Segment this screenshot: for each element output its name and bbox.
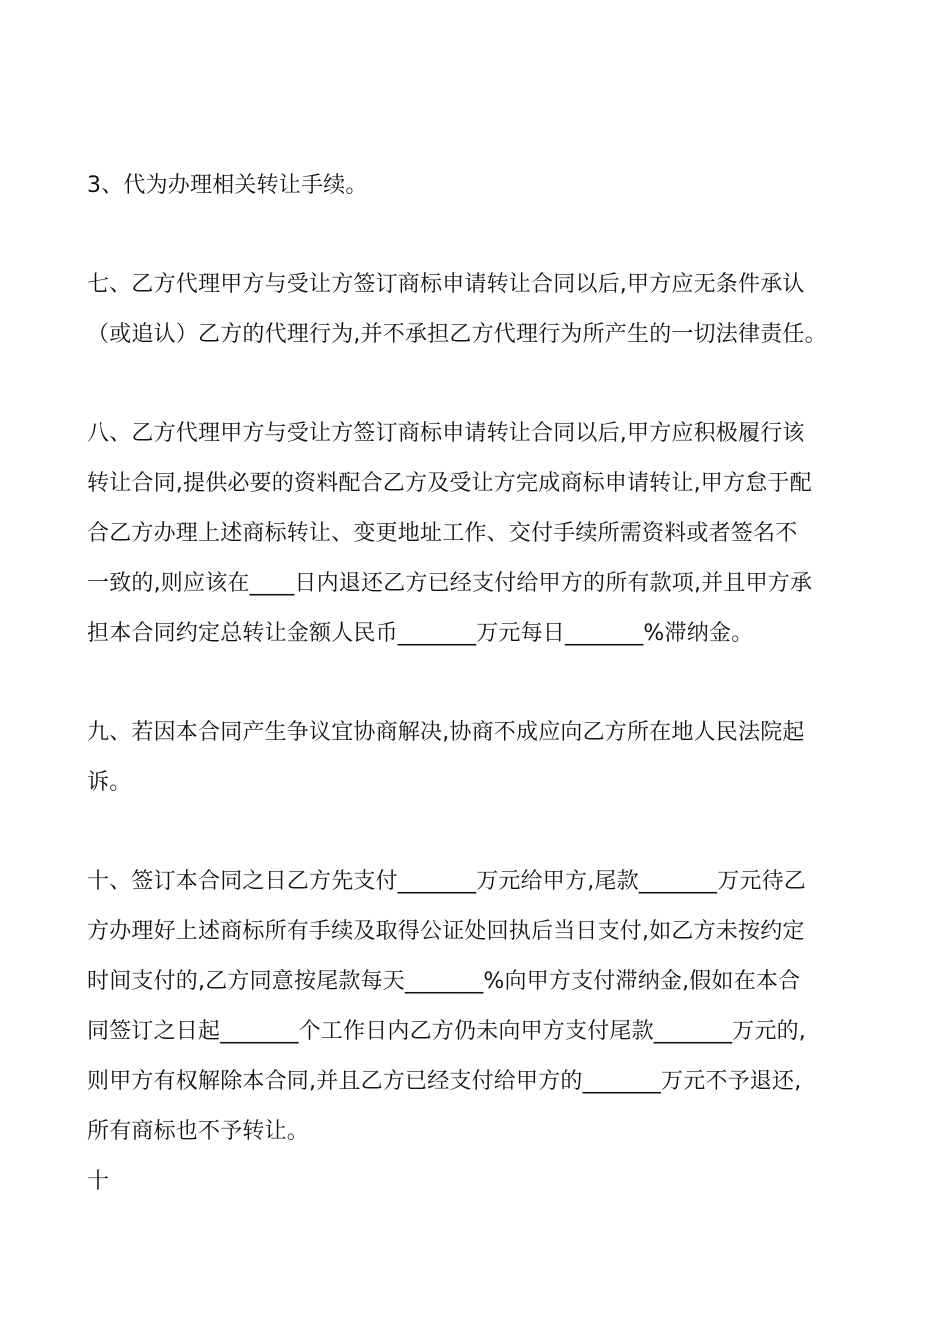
text-line: 诉。 [87, 770, 132, 795]
text-line: 八、乙方代理甲方与受让方签订商标申请转让合同以后,甲方应积极履行该 [87, 421, 805, 446]
text-line: 一致的,则应该在____日内退还乙方已经支付给甲方的所有款项,并且甲方承 [87, 571, 813, 596]
text-line: 则甲方有权解除本合同,并且乙方已经支付给甲方的_______万元不予退还, [87, 1069, 802, 1094]
text-line: 十 [87, 1169, 110, 1194]
text-line: 七、乙方代理甲方与受让方签订商标申请转让合同以后,甲方应无条件承认 [87, 272, 805, 297]
text-line: 所有商标也不予转让。 [87, 1119, 310, 1144]
text-line: 转让合同,提供必要的资料配合乙方及受让方完成商标申请转让,甲方怠于配 [87, 471, 812, 496]
text-line: 方办理好上述商标所有手续及取得公证处回执后当日支付,如乙方未按约定 [87, 919, 805, 944]
text-line: 担本合同约定总转让金额人民币_______万元每日_______%滞纳金。 [87, 621, 754, 646]
text-line: 九、若因本合同产生争议宜协商解决,协商不成应向乙方所在地人民法院起 [87, 720, 805, 745]
text-line: 3、代为办理相关转让手续。 [87, 173, 368, 198]
text-line: 十、签订本合同之日乙方先支付_______万元给甲方,尾款_______万元待乙 [87, 869, 806, 894]
text-line: 同签订之日起_______个工作日内乙方仍未向甲方支付尾款_______万元的, [87, 1019, 806, 1044]
text-line: （或追认）乙方的代理行为,并不承担乙方代理行为所产生的一切法律责任。 [87, 322, 827, 347]
text-line: 时间支付的,乙方同意按尾款每天_______%向甲方支付滞纳金,假如在本合 [87, 969, 801, 994]
text-line: 合乙方办理上述商标转让、变更地址工作、交付手续所需资料或者签名不 [87, 521, 798, 546]
